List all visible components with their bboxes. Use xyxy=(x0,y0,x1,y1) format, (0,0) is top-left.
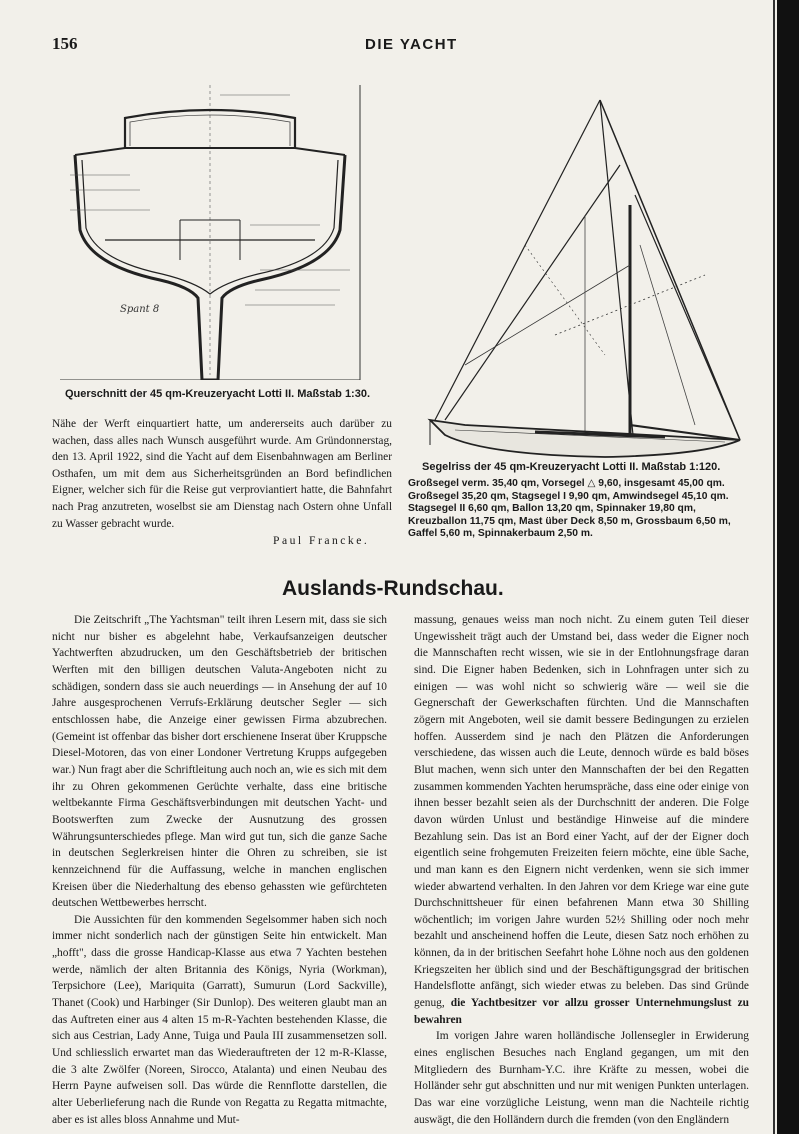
intro-paragraph xyxy=(52,416,392,532)
spec-line: Stagsegel II 6,60 qm, Ballon 13,20 qm, Spinnaker 19,80 qm, xyxy=(408,503,696,515)
cross-section-figure xyxy=(50,80,370,380)
article-column-left xyxy=(52,612,387,1128)
article-column-right xyxy=(414,612,749,1128)
spec-line: Großsegel 35,20 qm, Stagsegel I 9,90 qm, Amwindsegel 45,10 qm. xyxy=(408,490,729,502)
article-paragraph: Die Zeitschrift „The Yachtsman" teilt ihren Lesern mit, dass sie sich nicht nur bisher es abgelehnt habe, Verkaufsanzeigen deutscher Yachtwerften abzudrucken, um den Geschäftsbetrieb der britischen Werften mit den billigen deutschen Valuta-Angeboten nicht zu schädigen, sondern dass sie auch neuerdings — in Ansehung der auf 10 Jahre ausgesprochenen Verrufs-Erklärung deutscher Segler — sich entschlossen habe, die Anzeige einer gewissen Firma abzubrechen. (Gemeint ist offenbar das bisher dort erschienene Inserat über Kruppsche Diesel-Motoren, das von einer Londoner Vertretung Krupps aufgegeben war.) Nun fragt aber die Schriftleitung auch noch an, wie es sich mit dem ihr zu Ohren gekommenen Gerüchte verhalte, dass eine britische weltbekannte Firma Geschäftsverbindungen mit deutschen Yacht- und Bootswerften zum Zwecke der Ausnutzung des grossen Währungsunterschiedes pflege. Man wird gut tun, sich die ganze Sache in deutschen Seglerkreisen hinter die Ohren zu schreiben, sie ist kennzeichnend für die Auffassung, welche in manchen englischen Kreisen über die Niederhaltung des ebenso gehassten wie gefürchteten deutschen Wettbewerbes herrscht. xyxy=(52,614,387,910)
cross-section-caption: Querschnitt der 45 qm-Kreuzeryacht Lotti II. Maßstab 1:30. xyxy=(65,388,371,400)
article-paragraph xyxy=(414,612,749,1028)
sail-specs xyxy=(408,478,753,541)
article-paragraph: Im vorigen Jahre waren holländische Jollensegler in Erwiderung eines englischen Besuches nach England gegangen, um mit den Mitgliedern des Burnham-Y.C. ihre Kräfte zu messen, wobei die Holländer sehr gut abschnitten und nur mit wenigen Punkten unterlagen. Das war eine vorzügliche Leistung, wenn man die Nachteile richtig auswägt, die den Holländern durch die fremden (von den Engländern xyxy=(414,1030,749,1126)
author-signature: Paul Francke. xyxy=(273,534,370,547)
article-bold-text: die Yachtbesitzer vor allzu grosser Unternehmungslust zu bewahren xyxy=(414,997,749,1026)
spec-line: Großsegel verm. 35,40 qm, Vorsegel △ 9,60, insgesamt 45,00 qm. xyxy=(408,478,725,489)
page-number: 156 xyxy=(52,34,78,53)
sail-plan-caption: Segelriss der 45 qm-Kreuzeryacht Lotti II. Maßstab 1:120. xyxy=(422,461,721,473)
spec-line: Kreuzballon 11,75 qm, Mast über Deck 8,50 m, Grossbaum 6,50 m, xyxy=(408,515,731,527)
article-paragraph: Die Aussichten für den kommenden Segelsommer haben sich noch immer nicht sonderlich nach der günstigen Seite hin entwickelt. Man „hofft", dass die grosse Handicap-Klasse aus etwa 7 Yachten bestehen werde, nämlich der alten Britannia des Königs, Nyria (Workman), Terpsichore (Lee), Mariquita (Garratt), Sumurun (Lord Sackville), Thanet (Cook) und Harbinger (Sir Dunlop). Des weiteren glaubt man an das Auftreten einer aus 4 alten 15 m-R-Yachten bestehenden Klasse, die sich aus Cestrian, Lady Anne, Tuiga und Paula III zusammensetzen soll. Und schliesslich erwartet man das Wiederauftreten der 12 m-R-Klasse, die 3 alte Zwölfer (Noreen, Sirocco, Atalanta) und einen Neubau des Herrn Payne aufweisen soll. Das würde die Rennflotte darstellen, die alter Ueberlieferung nach die Runde von Regatta zu Regatta mitmachte, aber es ist alles bloss Annahme und Mut- xyxy=(52,913,387,1126)
scan-border xyxy=(777,0,799,1134)
running-title: DIE YACHT xyxy=(365,36,458,53)
frame-label: Spant 8 xyxy=(120,304,160,315)
section-title: Auslands-Rundschau. xyxy=(282,577,504,600)
page-edge-line xyxy=(773,0,775,1134)
sail-plan-figure xyxy=(405,95,755,460)
spec-line: Gaffel 5,60 m, Spinnakerbaum 2,50 m. xyxy=(408,528,593,540)
intro-text: Nähe der Werft einquartiert hatte, um andererseits auch darüber zu wachen, dass alles nach Wunsch ausgeführt wurde. Am Gründonnerstag, den 13. April 1922, sind die Yacht auf dem Eisenbahnwagen am Berliner Osthafen, um mit dem aus Sicherheitsgründen an Bord befindlichen Eigner, welcher sich für die Reise gut verproviantiert hatte, die Bahnfahrt nach Prag anzutreten, woselbst sie am Dienstag nach Ostern ohne Unfall zu Wasser gebracht wurde. xyxy=(52,418,392,530)
article-text: massung, genaues weiss man noch nicht. Zu einem guten Teil dieser Ungewissheit trägt auch der Umstand bei, dass weder die Eigner noch die Mannschaften recht wissen, wie sie in der Entlohnungsfrage daran sind. Die Eigner haben Bedenken, sich in Lohnfragen unter sich zu einigen — was wohl nicht so schwierig wäre — weil sie die Gegnerschaft der Gewerkschaften fürchten. Und die Mannschaften zögern mit Angeboten, weil sie damit bessere Bedingungen zu erzielen hoffen. Ausserdem sind je nach den Plätzen die Anforderungen verschiedene, das wissen auch die Leute, dennoch würde es bald böses Blut machen, wenn sich unter den Mannschaften der bei den Regatten zusammen kommenden Yachten herumspräche, dass eine oder einige von ihnen besser bezahlt seien als der Durchschnitt der anderen. Die Folge davon würden Unlust und beständige Hinweise auf die mindere Bezahlung sein. Das ist an Bord einer Yacht, auf der der Eigner doch eigentlich seine frohgemuten Freizeiten feiern möchte, eine üble Sache, und man kann es den Eignern nicht verdenken, wenn sie sich immer wieder abwartend verhalten. In den Jahren vor dem Kriege war eine gute Durchschnittsheuer für einen befahrenen Mann etwa 30 Shilling wöchentlich; im vorigen Jahre wurden 52½ Shilling oder noch mehr bezahlt und anscheinend hoffen die Leute, diesen Satz noch erhöhen zu können, da in der britischen Seefahrt hohe Löhne noch aus den goldenen Kriegszeiten her üblich sind und der Beschäftigungsgrad der britischen Handelsflotte anfängt, sich wieder etwas zu beleben. Das sind Gründe genug, xyxy=(414,614,749,1010)
